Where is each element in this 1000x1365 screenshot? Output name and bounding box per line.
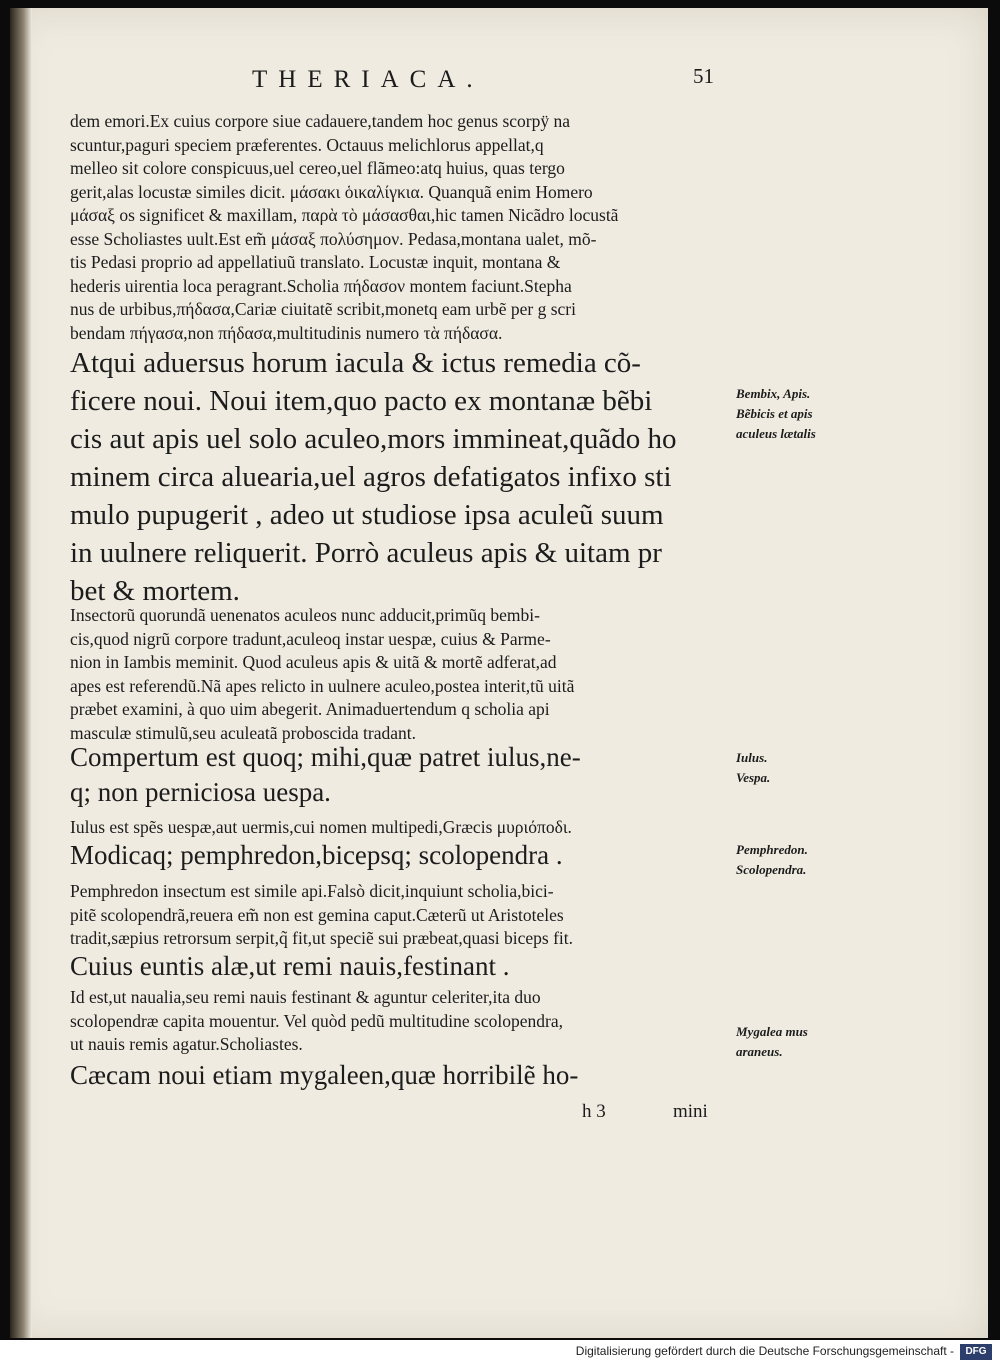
text-line: Id est,ut naualia,seu remi nauis festinant & aguntur celeriter,ita duo bbox=[70, 987, 541, 1007]
book-page bbox=[10, 8, 988, 1338]
text-line: nus de urbibus,πήδασα,Cariæ ciuitatẽ scribit,monetq eam urbẽ per g scri bbox=[70, 299, 576, 319]
verse-line: minem circa aluearia,uel agros defatigatos infixo sti bbox=[70, 461, 672, 493]
signature-mark: h 3 bbox=[582, 1101, 606, 1122]
catchword: mini bbox=[673, 1101, 708, 1122]
margin-line: Pemphredon. bbox=[736, 842, 808, 857]
commentary-block-4 bbox=[70, 880, 718, 951]
marginal-note-iulus bbox=[736, 748, 836, 788]
funding-credit: Digitalisierung gefördert durch die Deutsche Forschungsgemeinschaft - bbox=[575, 1344, 954, 1358]
text-line: Pemphredon insectum est simile api.Falsò dicit,inquiunt scholia,bici- bbox=[70, 881, 554, 901]
text-line: nion in Iambis meminit. Quod aculeus apis & uitã & mortẽ adferat,ad bbox=[70, 652, 557, 672]
margin-line: Scolopendra. bbox=[736, 862, 807, 877]
running-head bbox=[10, 60, 988, 100]
verse-block-3 bbox=[70, 838, 718, 873]
verse-line: ficere noui. Noui item,quo pacto ex montanæ bẽbi bbox=[70, 385, 653, 417]
commentary-block-1 bbox=[70, 110, 718, 345]
commentary-block-5 bbox=[70, 986, 718, 1057]
verse-line: q; non perniciosa uespa. bbox=[70, 777, 331, 807]
verse-line: mulo pupugerit , adeo ut studiose ipsa aculeũ suum bbox=[70, 499, 664, 531]
page-number: 51 bbox=[693, 64, 714, 88]
digitization-footer bbox=[0, 1340, 1000, 1365]
verse-line: Compertum est quoq; mihi,quæ patret iulus,ne- bbox=[70, 742, 581, 772]
marginal-note-pemphredon bbox=[736, 840, 836, 880]
verse-block-5 bbox=[70, 1058, 718, 1093]
verse-line: Modicaq; pemphredon,bicepsq; scolopendra . bbox=[70, 840, 563, 870]
signature-line bbox=[10, 1101, 988, 1127]
verse-line: cis aut apis uel solo aculeo,mors immineat,quãdo ho bbox=[70, 423, 677, 455]
text-line: Iulus est spẽs uespæ,aut uermis,cui nomen multipedi,Græcis μυριόποδι. bbox=[70, 817, 572, 837]
text-line: pitẽ scolopendrã,reuera em̃ non est gemina caput.Cæterũ ut Aristoteles bbox=[70, 904, 564, 925]
text-line: tis Pedasi proprio ad appellatiuũ translato. Locustæ inquit, montana & bbox=[70, 252, 561, 272]
text-line: gerit,alas locustæ similes dicit. μάσακι ὁικαλίγκια. Quanquã enim Homero bbox=[70, 181, 593, 202]
verse-line: in uulnere reliquerit. Porrò aculeus apis & uitam pr bbox=[70, 537, 662, 569]
verse-line: Atqui aduersus horum iacula & ictus remedia cõ- bbox=[70, 347, 641, 379]
margin-line: Iulus. bbox=[736, 750, 768, 765]
verse-line: Cæcam noui etiam mygaleen,quæ horribilẽ ho- bbox=[70, 1060, 579, 1090]
text-line: ut nauis remis agatur.Scholiastes. bbox=[70, 1034, 303, 1054]
margin-line: Vespa. bbox=[736, 770, 771, 785]
marginal-note-mygalea bbox=[736, 1022, 836, 1062]
text-line: tradit,sæpius retrorsum serpit,q̃ fit,ut speciẽ sui præbeat,quasi biceps fit. bbox=[70, 928, 574, 948]
commentary-block-2 bbox=[70, 604, 718, 745]
text-line: dem emori.Ex cuius corpore siue cadauere,tandem hoc genus scorpÿ na bbox=[70, 111, 571, 131]
verse-block-1 bbox=[70, 344, 718, 610]
text-line: cis,quod nigrũ corpore tradunt,aculeoq instar uespæ, cuius & Parme- bbox=[70, 628, 551, 649]
text-line: bendam πήγασα,non πήδασα,multitudinis numero τὰ πήδασα. bbox=[70, 322, 503, 343]
verse-line: Cuius euntis alæ,ut remi nauis,festinant . bbox=[70, 951, 510, 981]
marginal-note-bembix bbox=[736, 384, 836, 444]
text-line: scolopendræ capita mouentur. Vel quòd pedũ multitudine scolopendra, bbox=[70, 1010, 563, 1031]
text-line: apes est referendũ.Nã apes relicto in uulnere aculeo,postea interit,tũ uitã bbox=[70, 675, 575, 696]
margin-line: Mygalea mus bbox=[736, 1024, 808, 1039]
text-line: Insectorũ quorundã uenenatos aculeos nunc adducit,primũq bembi- bbox=[70, 605, 540, 625]
margin-line: Bembix, Apis. bbox=[736, 386, 811, 401]
text-line: masculæ stimulũ,seu aculeatã proboscida tradant. bbox=[70, 722, 417, 743]
text-line: hederis uirentia loca peragrant.Scholia πήδασον montem faciunt.Stepha bbox=[70, 275, 572, 296]
text-line: præbet examini, à quo uim abegerit. Animaduertendum q scholia api bbox=[70, 699, 550, 719]
text-line: scuntur,paguri speciem præferentes. Octauus melichlorus appellat,q bbox=[70, 134, 544, 155]
page-gutter bbox=[10, 8, 32, 1338]
text-line: melleo sit colore conspicuus,uel cereo,uel flãmeo:atq huius, quas tergo bbox=[70, 158, 565, 178]
running-title: THERIACA. bbox=[252, 66, 484, 93]
text-line: μάσαξ os significet & maxillam, παρὰ τὸ μάσασθαι,hic tamen Nicãdro locustã bbox=[70, 205, 619, 225]
verse-block-2 bbox=[70, 740, 718, 810]
dfg-logo: DFG bbox=[960, 1344, 992, 1360]
verse-line: bet & mortem. bbox=[70, 575, 240, 607]
verse-block-4 bbox=[70, 949, 718, 984]
margin-line: aculeus lætalis bbox=[736, 426, 816, 441]
commentary-block-3 bbox=[70, 816, 718, 840]
margin-line: Bẽbicis et apis bbox=[736, 406, 813, 421]
margin-line: araneus. bbox=[736, 1044, 783, 1059]
text-line: esse Scholiastes uult.Est em̃ μάσαξ πολύσημον. Pedasa,montana ualet, mõ- bbox=[70, 228, 597, 249]
